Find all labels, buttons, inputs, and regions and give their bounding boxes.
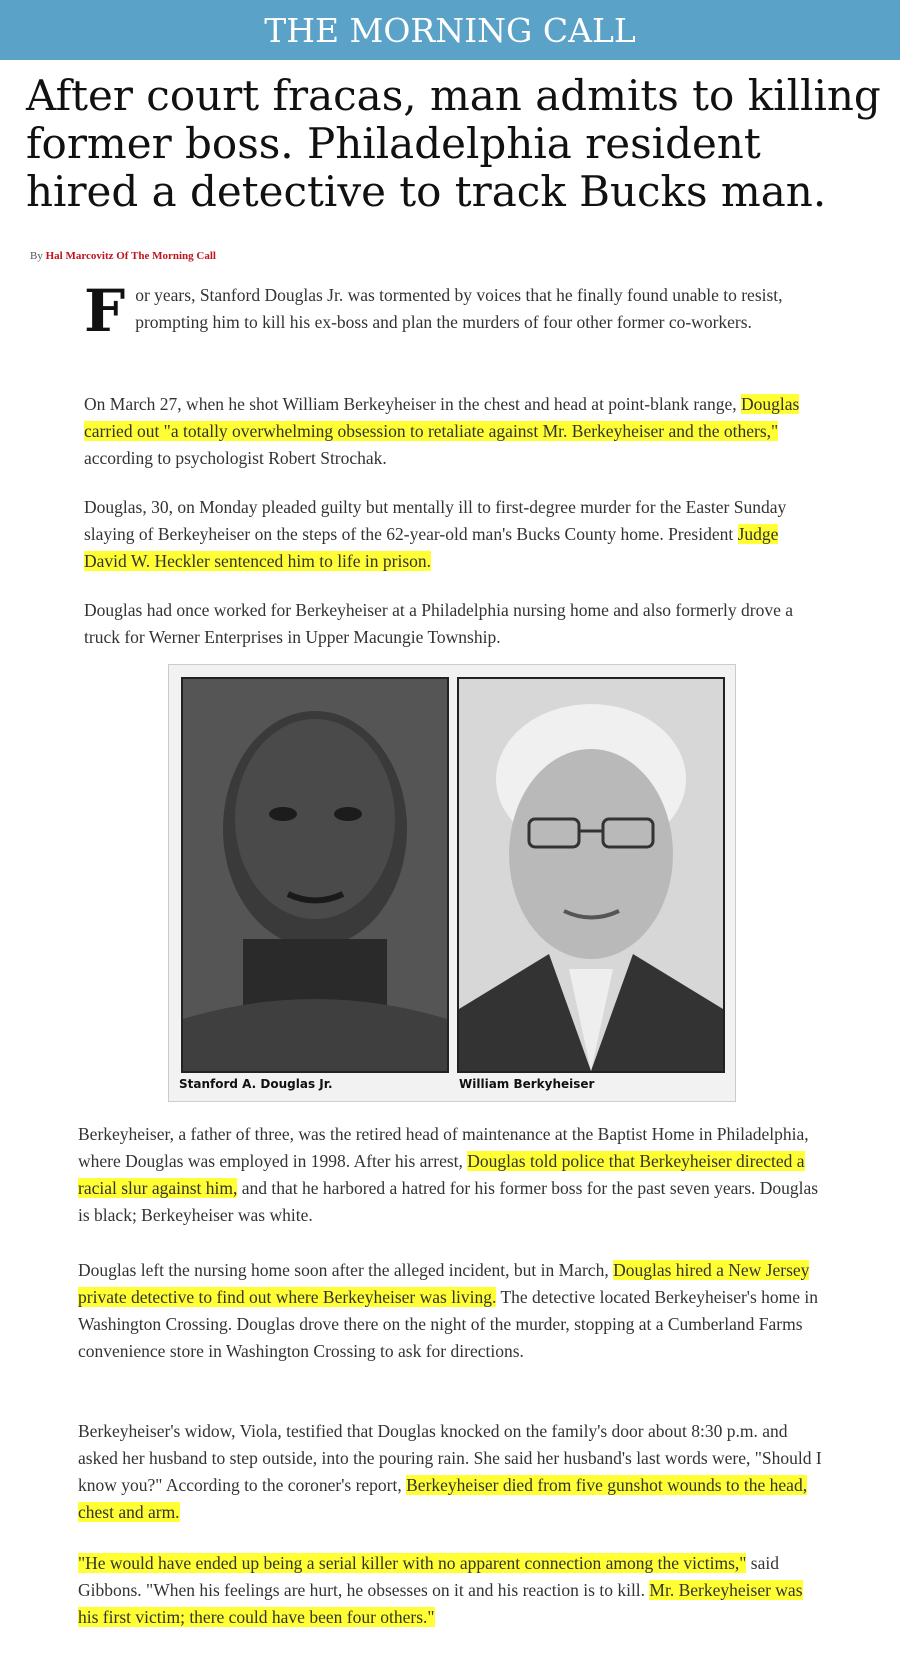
- paragraph-7: [78, 1418, 824, 1526]
- highlight-gunshot-wounds: Berkeyheiser died from five gunshot wounds to the head, chest and arm.: [78, 1475, 808, 1522]
- photo-stanford-douglas: [181, 677, 449, 1073]
- paragraph-2: [84, 391, 810, 472]
- byline-prefix: By: [30, 250, 43, 262]
- photo-pair: [168, 664, 736, 1102]
- masthead[interactable]: [0, 0, 900, 60]
- paragraph-8: [78, 1550, 824, 1631]
- paragraph-4-text: Douglas had once worked for Berkeyheiser at a Philadelphia nursing home and also formerly drove a truck for Werner Enterprises in Upper Macungie Township.: [84, 600, 794, 647]
- highlight-private-detective: Douglas hired a New Jersey private detective to find out where Berkeyheiser was living.: [78, 1260, 810, 1307]
- drop-cap: F: [84, 277, 126, 345]
- portrait-silhouette-right: [459, 679, 723, 1071]
- paragraph-5: [78, 1121, 824, 1229]
- paragraph-8-text: said Gibbons. "When his feelings are hurt, he obsesses on it and his reaction is to kill.: [78, 1553, 779, 1600]
- paragraph-6-text-a: Douglas left the nursing home soon after the alleged incident, but in March,: [78, 1260, 614, 1280]
- paragraph-1-text: or years, Stanford Douglas Jr. was tormented by voices that he finally found unable to resist, prompting him to kill his ex-boss and plan the murders of four other former co-workers.: [135, 285, 783, 332]
- paragraph-3-text-a: Douglas, 30, on Monday pleaded guilty but mentally ill to first-degree murder for the Easter Sunday slaying of Berkeyheiser on the steps of the 62-year-old man's Bucks County home. President: [84, 497, 787, 544]
- article-headline: After court fracas, man admits to killing former boss. Philadelphia resident hired a detective to track Bucks man.: [26, 71, 881, 216]
- caption-right: William Berkyheiser: [459, 1077, 595, 1091]
- paragraph-7-text-a: Berkeyheiser's widow, Viola, testified that Douglas knocked on the family's door about 8:30 p.m. and asked her husband to step outside, into the pouring rain. She said her husband's last words were, "Should I know you?" According to the coroner's report,: [78, 1421, 822, 1495]
- byline: [30, 250, 216, 262]
- highlight-serial-killer-quote: "He would have ended up being a serial killer with no apparent connection among the victims,": [78, 1553, 747, 1573]
- portrait-silhouette-left: [183, 679, 447, 1071]
- paragraph-2-text-a: On March 27, when he shot William Berkeyheiser in the chest and head at point-blank range,: [84, 394, 741, 414]
- paragraph-2-text-b: according to psychologist Robert Strochak.: [84, 448, 387, 468]
- paragraph-5-text-b: and that he harbored a hatred for his former boss for the past seven years. Douglas is black; Berkeyheiser was white.: [78, 1178, 819, 1225]
- highlight-sentence: Judge David W. Heckler sentenced him to life in prison.: [84, 524, 779, 571]
- highlight-obsession-quote: Douglas carried out "a totally overwhelming obsession to retaliate against Mr. Berkeyheiser and the others,": [84, 394, 800, 441]
- photo-william-berkeyheiser: [457, 677, 725, 1073]
- paragraph-1: [84, 277, 810, 345]
- masthead-title: THE MORNING CALL: [264, 10, 636, 50]
- paragraph-3: [84, 494, 810, 575]
- paragraph-5-text-a: Berkeyheiser, a father of three, was the retired head of maintenance at the Baptist Home in Philadelphia, where Douglas was employed in 1998. After his arrest,: [78, 1124, 809, 1171]
- paragraph-4: [84, 597, 810, 651]
- caption-left: Stanford A. Douglas Jr.: [179, 1077, 333, 1091]
- highlight-first-victim: Mr. Berkeyheiser was his first victim; there could have been four others.": [78, 1580, 803, 1627]
- highlight-racial-slur: Douglas told police that Berkeyheiser directed a racial slur against him,: [78, 1151, 805, 1198]
- paragraph-6-text-b: The detective located Berkeyheiser's home in Washington Crossing. Douglas drove there on the night of the murder, stopping at a Cumberland Farms convenience store in Washington Crossing to ask for directions.: [78, 1287, 819, 1361]
- byline-author-link[interactable]: Hal Marcovitz Of The Morning Call: [45, 250, 216, 262]
- paragraph-6: [78, 1257, 824, 1365]
